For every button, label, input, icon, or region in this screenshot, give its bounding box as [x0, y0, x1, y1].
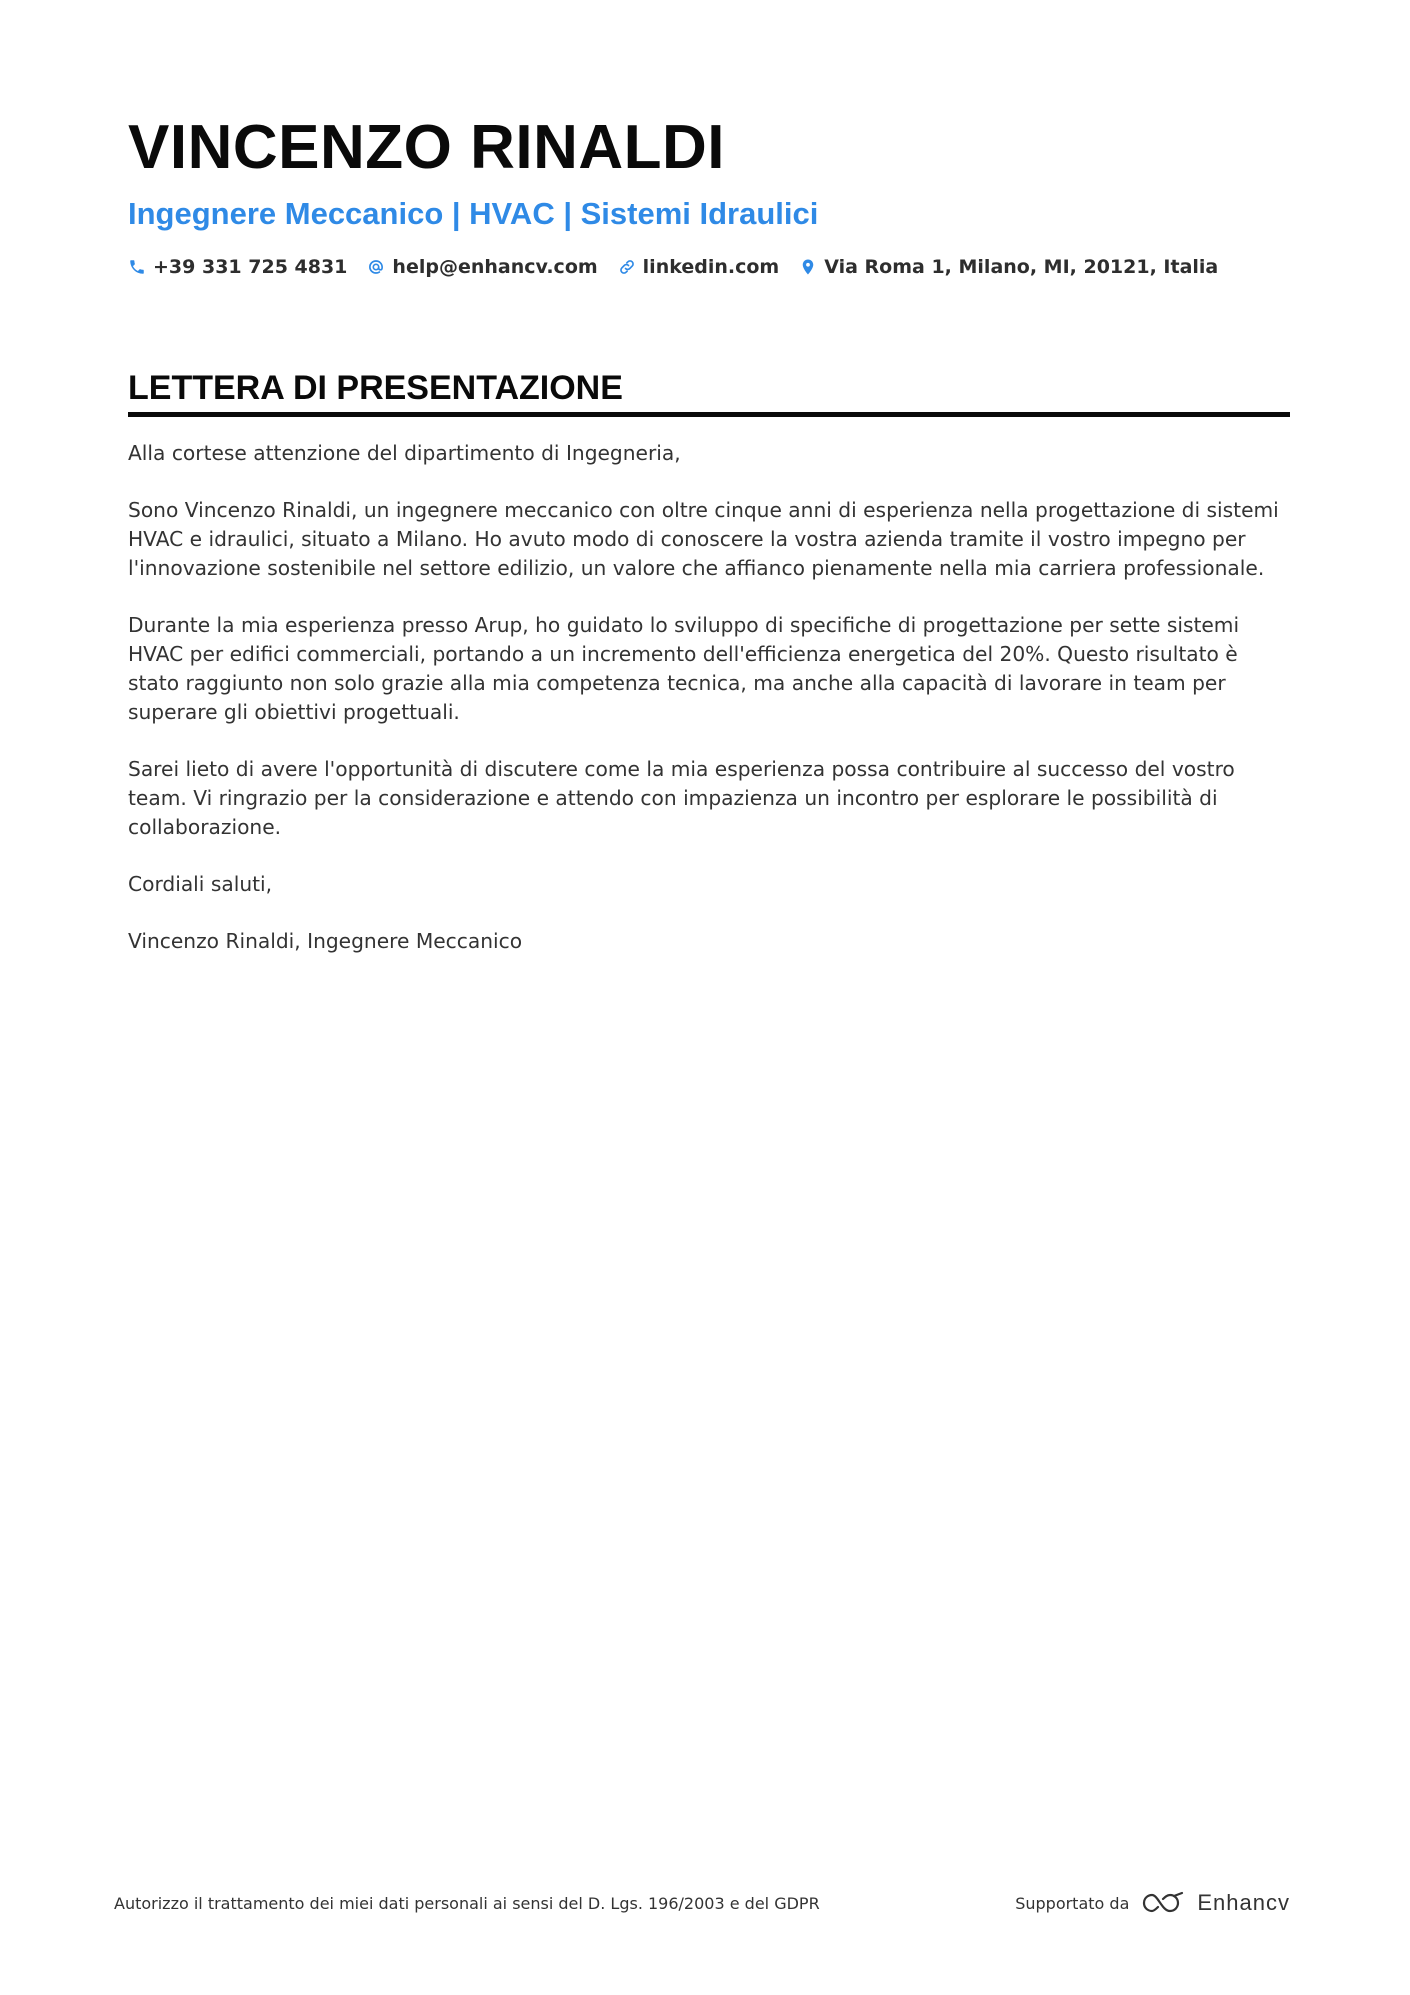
phone-text: +39 331 725 4831 — [153, 256, 348, 278]
contact-email[interactable] — [367, 256, 597, 278]
letter-signature: Vincenzo Rinaldi, Ingegnere Meccanico — [128, 929, 523, 953]
enhancv-logo[interactable] — [1141, 1890, 1290, 1916]
map-pin-icon — [799, 258, 817, 276]
enhancv-brand-text: Enhancv — [1197, 1890, 1290, 1915]
email-text: help@enhancv.com — [392, 256, 598, 278]
link-icon — [618, 258, 636, 276]
letter-paragraph: Sarei lieto di avere l'opportunità di discutere come la mia esperienza possa contribuire al successo del vostro team. Vi ringrazio per la considerazione e attendo con impazienza un incontro per esplorare le possibilità di collaborazione. — [128, 757, 1235, 839]
location-text: Via Roma 1, Milano, MI, 20121, Italia — [824, 256, 1219, 278]
letter-paragraph: Durante la mia esperienza presso Arup, ho guidato lo sviluppo di specifiche di progettazione per sette sistemi HVAC per edifici commerciali, portando a un incremento dell'efficienza energetica del 20%. Questo risultato è stato raggiunto non solo grazie alla mia competenza tecnica, ma anche alla capacità di lavorare in team per superare gli obiettivi progettuali. — [128, 613, 1240, 724]
contact-location — [799, 256, 1218, 278]
privacy-consent: Autorizzo il trattamento dei miei dati personali ai sensi del D. Lgs. 196/2003 e del GDPR — [114, 1894, 820, 1913]
powered-by-label: Supportato da — [1015, 1893, 1130, 1913]
letter-closing: Cordiali saluti, — [128, 872, 273, 896]
contact-bar — [128, 256, 1288, 278]
letter-salutation: Alla cortese attenzione del dipartimento di Ingegneria, — [128, 441, 681, 465]
cover-letter-section — [128, 366, 1290, 984]
link-text: linkedin.com — [642, 256, 780, 278]
contact-phone[interactable] — [128, 256, 347, 278]
section-title: LETTERA DI PRESENTAZIONE — [128, 366, 1290, 417]
letter-body — [128, 439, 1290, 956]
at-icon — [367, 258, 385, 276]
letter-paragraph: Sono Vincenzo Rinaldi, un ingegnere meccanico con oltre cinque anni di esperienza nella progettazione di sistemi HVAC e idraulici, situato a Milano. Ho avuto modo di conoscere la vostra azienda tramite il vostro impegno per l'innovazione sostenibile nel settore edilizio, un valore che affianco pienamente nella mia carriera professionale. — [128, 498, 1279, 580]
contact-link[interactable] — [618, 256, 780, 278]
footer — [114, 1890, 1290, 1920]
candidate-name: VINCENZO RINALDI — [128, 113, 725, 182]
candidate-title: Ingegnere Meccanico | HVAC | Sistemi Idraulici — [128, 196, 819, 231]
enhancv-infinity-icon — [1141, 1890, 1187, 1916]
phone-icon — [128, 258, 146, 276]
header — [128, 108, 1288, 278]
powered-by[interactable] — [1015, 1890, 1290, 1916]
